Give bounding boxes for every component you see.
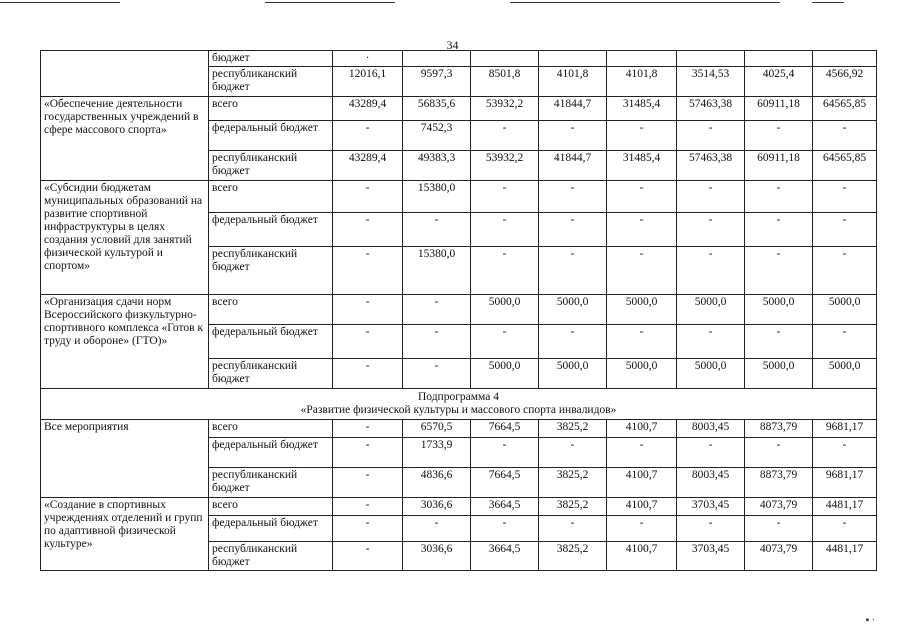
value-cell: 4481,17 [813,542,877,571]
value-cell: - [539,213,607,247]
value-cell: 5000,0 [539,359,607,389]
value-cell: 4101,8 [539,67,607,97]
value-cell: 4481,17 [813,498,877,516]
value-cell: 9681,17 [813,468,877,498]
value-cell: 4100,7 [607,498,677,516]
value-cell: 4025,4 [745,67,813,97]
value-cell: 64565,85 [813,97,877,121]
value-cell: - [333,498,403,516]
value-cell: - [745,121,813,151]
value-cell: - [403,295,471,325]
value-cell: - [333,121,403,151]
value-cell: 5000,0 [677,359,745,389]
value-cell: 41844,7 [539,151,607,181]
value-cell: - [403,359,471,389]
value-cell: - [677,181,745,213]
measure-name: «Субсидии бюджетам муниципальных образований на развитие спортивной инфраструктуры в целях создания условий для занятий физической культурой и спортом» [41,181,209,295]
value-cell: 3664,5 [471,542,539,571]
subprogram-title [41,389,877,420]
value-cell: 6570,5 [403,420,471,438]
value-cell [607,51,677,67]
value-cell: - [333,295,403,325]
budget-source: всего [209,97,333,121]
value-cell: 4100,7 [607,420,677,438]
value-cell: 5000,0 [471,359,539,389]
value-cell: - [607,213,677,247]
value-cell: 5000,0 [813,359,877,389]
budget-source: всего [209,498,333,516]
scan-speck: ▪ · [865,615,875,626]
value-cell: - [677,516,745,542]
budget-source: всего [209,420,333,438]
budget-table [40,50,877,571]
value-cell: - [333,247,403,295]
budget-source: федеральный бюджет [209,121,333,151]
value-cell: 5000,0 [745,359,813,389]
value-cell [745,51,813,67]
value-cell: 57463,38 [677,151,745,181]
budget-source: республиканский бюджет [209,468,333,498]
value-cell: 15380,0 [403,247,471,295]
value-cell: - [333,468,403,498]
value-cell: - [333,181,403,213]
value-cell: - [539,325,607,359]
value-cell [677,51,745,67]
value-cell: - [677,325,745,359]
value-cell: 1733,9 [403,438,471,468]
value-cell [403,51,471,67]
table-row [41,498,877,516]
value-cell: - [607,438,677,468]
value-cell [813,51,877,67]
value-cell: - [471,516,539,542]
value-cell: - [745,213,813,247]
value-cell: 9681,17 [813,420,877,438]
value-cell: - [333,359,403,389]
table-row [41,420,877,438]
value-cell: 49383,3 [403,151,471,181]
value-cell: 60911,18 [745,151,813,181]
value-cell: 15380,0 [403,181,471,213]
subprogram-number: Подпрограмма 4 [417,391,499,403]
table-row [41,295,877,325]
value-cell: 5000,0 [813,295,877,325]
budget-source: бюджет [209,51,333,67]
value-cell: 3703,45 [677,498,745,516]
budget-source: республиканский бюджет [209,359,333,389]
value-cell: 8003,45 [677,468,745,498]
row-name-cell [41,51,209,97]
measure-name: «Обеспечение деятельности государственных учреждений в сфере массового спорта» [41,97,209,181]
value-cell: 4100,7 [607,542,677,571]
value-cell: - [677,121,745,151]
value-cell: 7452,3 [403,121,471,151]
value-cell: 4073,79 [745,542,813,571]
budget-source: всего [209,295,333,325]
value-cell: 7664,5 [471,468,539,498]
value-cell: 31485,4 [607,151,677,181]
page-number: 34 [446,38,459,52]
budget-source: республиканский бюджет [209,67,333,97]
budget-source: федеральный бюджет [209,516,333,542]
budget-source: федеральный бюджет [209,438,333,468]
value-cell [471,51,539,67]
value-cell: - [539,516,607,542]
top-scan-marks [0,0,905,8]
value-cell: - [607,516,677,542]
subprogram-header-row [41,389,877,420]
value-cell: - [745,438,813,468]
value-cell: - [471,121,539,151]
measure-name: Все мероприятия [41,420,209,498]
value-cell: · [333,51,403,67]
value-cell: 8873,79 [745,468,813,498]
value-cell: - [607,325,677,359]
value-cell: - [813,213,877,247]
value-cell: 3036,6 [403,498,471,516]
value-cell: 3825,2 [539,542,607,571]
value-cell: 5000,0 [471,295,539,325]
subprogram-name: «Развитие физической культуры и массового спорта инвалидов» [300,404,617,416]
value-cell: - [813,516,877,542]
value-cell: - [471,213,539,247]
value-cell: 5000,0 [677,295,745,325]
value-cell: - [813,121,877,151]
value-cell: - [745,325,813,359]
value-cell: 41844,7 [539,97,607,121]
measure-name: «Создание в спортивных учреждениях отделений и групп по адаптивной физической культуре» [41,498,209,571]
table-row [41,181,877,213]
value-cell: - [677,213,745,247]
value-cell: - [403,325,471,359]
value-cell: - [333,516,403,542]
value-cell: - [403,213,471,247]
value-cell: - [607,247,677,295]
value-cell: 53932,2 [471,97,539,121]
value-cell: - [607,121,677,151]
value-cell: 8501,8 [471,67,539,97]
value-cell: 3825,2 [539,498,607,516]
value-cell: 4073,79 [745,498,813,516]
value-cell: - [813,247,877,295]
value-cell: 12016,1 [333,67,403,97]
value-cell: 9597,3 [403,67,471,97]
budget-source: федеральный бюджет [209,325,333,359]
value-cell: 4100,7 [607,468,677,498]
value-cell: - [403,516,471,542]
value-cell: - [333,213,403,247]
value-cell: - [539,438,607,468]
value-cell: - [333,542,403,571]
value-cell: 43289,4 [333,97,403,121]
value-cell: - [471,181,539,213]
value-cell: 5000,0 [539,295,607,325]
value-cell: - [677,247,745,295]
value-cell: 31485,4 [607,97,677,121]
value-cell: 3825,2 [539,468,607,498]
value-cell: 4101,8 [607,67,677,97]
value-cell: - [813,181,877,213]
measure-name: «Организация сдачи норм Всероссийского физкультурно-спортивного комплекса «Готов к труду и обороне» (ГТО)» [41,295,209,389]
table-row [41,97,877,121]
value-cell: 57463,38 [677,97,745,121]
value-cell: 3825,2 [539,420,607,438]
value-cell [539,51,607,67]
value-cell: - [471,325,539,359]
value-cell: 5000,0 [607,295,677,325]
value-cell: - [471,438,539,468]
value-cell: 53932,2 [471,151,539,181]
value-cell: 3703,45 [677,542,745,571]
value-cell: 60911,18 [745,97,813,121]
value-cell: 4566,92 [813,67,877,97]
value-cell: - [607,181,677,213]
table-row [41,51,877,67]
value-cell: - [539,247,607,295]
value-cell: - [745,181,813,213]
value-cell: 3036,6 [403,542,471,571]
value-cell: - [333,325,403,359]
value-cell: 3664,5 [471,498,539,516]
value-cell: 5000,0 [745,295,813,325]
value-cell: 7664,5 [471,420,539,438]
value-cell: - [539,181,607,213]
value-cell: - [813,438,877,468]
value-cell: 4836,6 [403,468,471,498]
budget-source: федеральный бюджет [209,213,333,247]
value-cell: 64565,85 [813,151,877,181]
value-cell: - [745,247,813,295]
budget-source: республиканский бюджет [209,151,333,181]
value-cell: - [333,438,403,468]
value-cell: - [677,438,745,468]
value-cell: 5000,0 [607,359,677,389]
value-cell: 43289,4 [333,151,403,181]
budget-source: всего [209,181,333,213]
value-cell: 3514,53 [677,67,745,97]
value-cell: - [333,420,403,438]
value-cell: - [745,516,813,542]
value-cell: - [813,325,877,359]
value-cell: - [471,247,539,295]
value-cell: 56835,6 [403,97,471,121]
value-cell: 8003,45 [677,420,745,438]
budget-source: республиканский бюджет [209,542,333,571]
budget-source: республиканский бюджет [209,247,333,295]
value-cell: 8873,79 [745,420,813,438]
value-cell: - [539,121,607,151]
